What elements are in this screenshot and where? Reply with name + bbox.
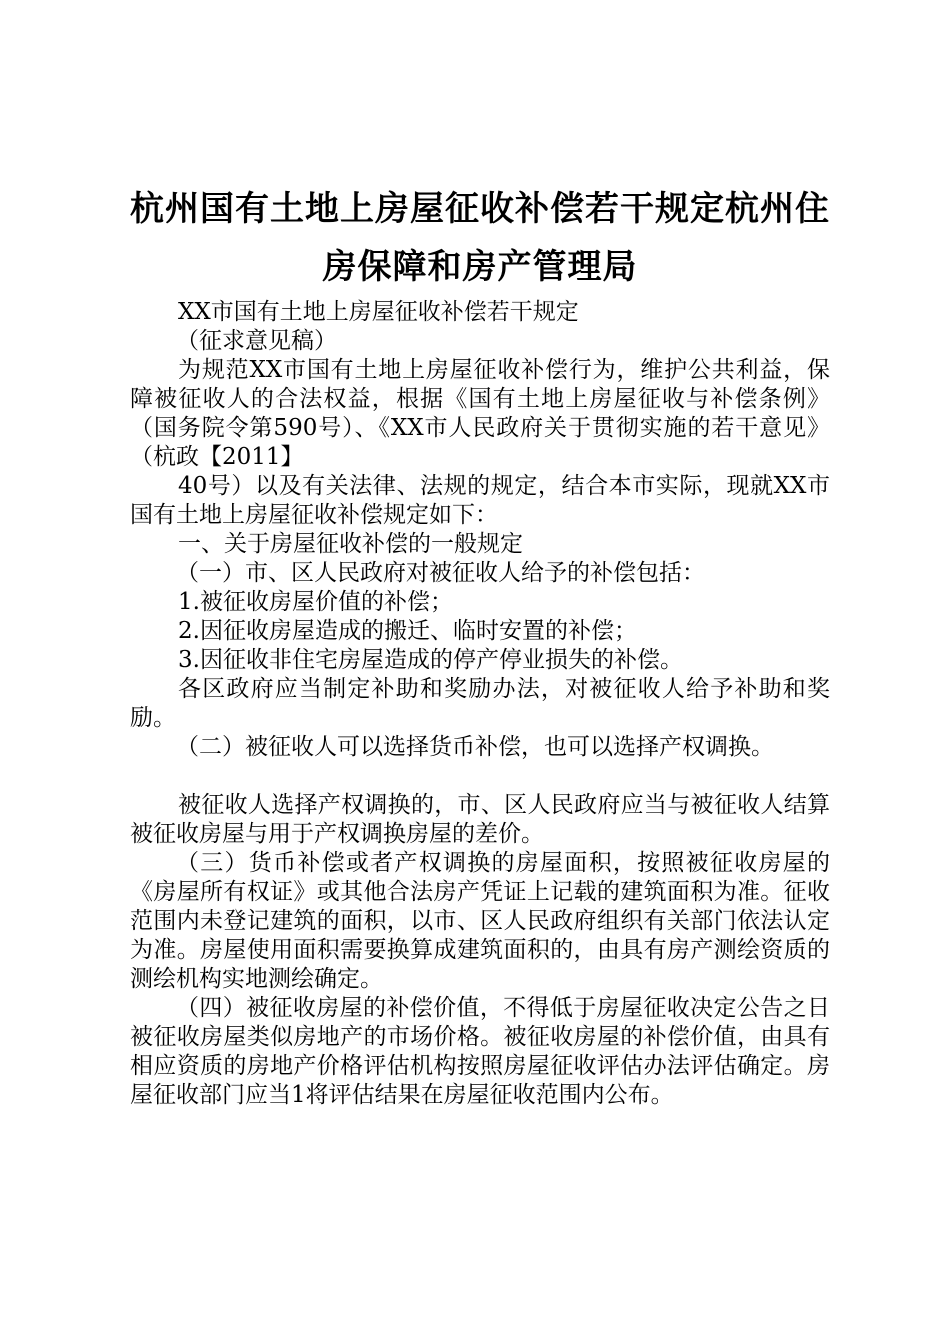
- clause-one: （一）市、区人民政府对被征收人给予的补偿包括：: [176, 560, 705, 586]
- document-title: 杭州国有土地上房屋征收补偿若干规定杭州住房保障和房产管理局: [130, 189, 830, 287]
- paragraph-subsidy: 各区政府应当制定补助和奖励办法，对被征收人给予补助和奖励。: [130, 676, 830, 731]
- paragraph-purpose: 为规范XX市国有土地上房屋征收补偿行为，维护公共利益，保障被征收人的合法权益，根据《国有土地上房屋征收与补偿条例》（国务院令第590号）、《XX市人民政府关于贯彻实施的若干意见》（杭政【2011】: [130, 357, 830, 470]
- clause-three: （三）货币补偿或者产权调换的房屋面积，按照被征收房屋的《房屋所有权证》或其他合法房产凭证上记载的建筑面积为准。征收范围内未登记建筑的面积，以市、区人民政府组织有关部门依法认定为准。房屋使用面积需要换算成建筑面积的，由具有房产测绘资质的测绘机构实地测绘确定。: [130, 850, 830, 992]
- regulation-name: XX市国有土地上房屋征收补偿若干规定: [178, 299, 579, 325]
- document-page: [130, 180, 830, 1110]
- list-item: 3.因征收非住宅房屋造成的停产停业损失的补偿。: [178, 647, 683, 673]
- list-item: 2.因征收房屋造成的搬迁、临时安置的补偿；: [178, 618, 637, 644]
- clause-two: （二）被征收人可以选择货币补偿，也可以选择产权调换。: [176, 734, 774, 760]
- draft-note: （征求意见稿）: [176, 328, 337, 354]
- section-heading-general: 一、关于房屋征收补偿的一般规定: [178, 531, 523, 557]
- paragraph-basis: 40号）以及有关法律、法规的规定，结合本市实际，现就XX市国有土地上房屋征收补偿规定如下：: [130, 473, 830, 528]
- clause-four: （四）被征收房屋的补偿价值，不得低于房屋征收决定公告之日被征收房屋类似房地产的市场价格。被征收房屋的补偿价值，由具有相应资质的房地产价格评估机构按照房屋征收评估办法评估确定。房屋征收部门应当1将评估结果在房屋征收范围内公布。: [130, 995, 830, 1108]
- paragraph-property-exchange: 被征收人选择产权调换的，市、区人民政府应当与被征收人结算被征收房屋与用于产权调换房屋的差价。: [130, 792, 830, 847]
- list-item: 1.被征收房屋价值的补偿；: [178, 589, 453, 615]
- document-body: [130, 298, 830, 1110]
- paragraph-gap: [130, 762, 830, 791]
